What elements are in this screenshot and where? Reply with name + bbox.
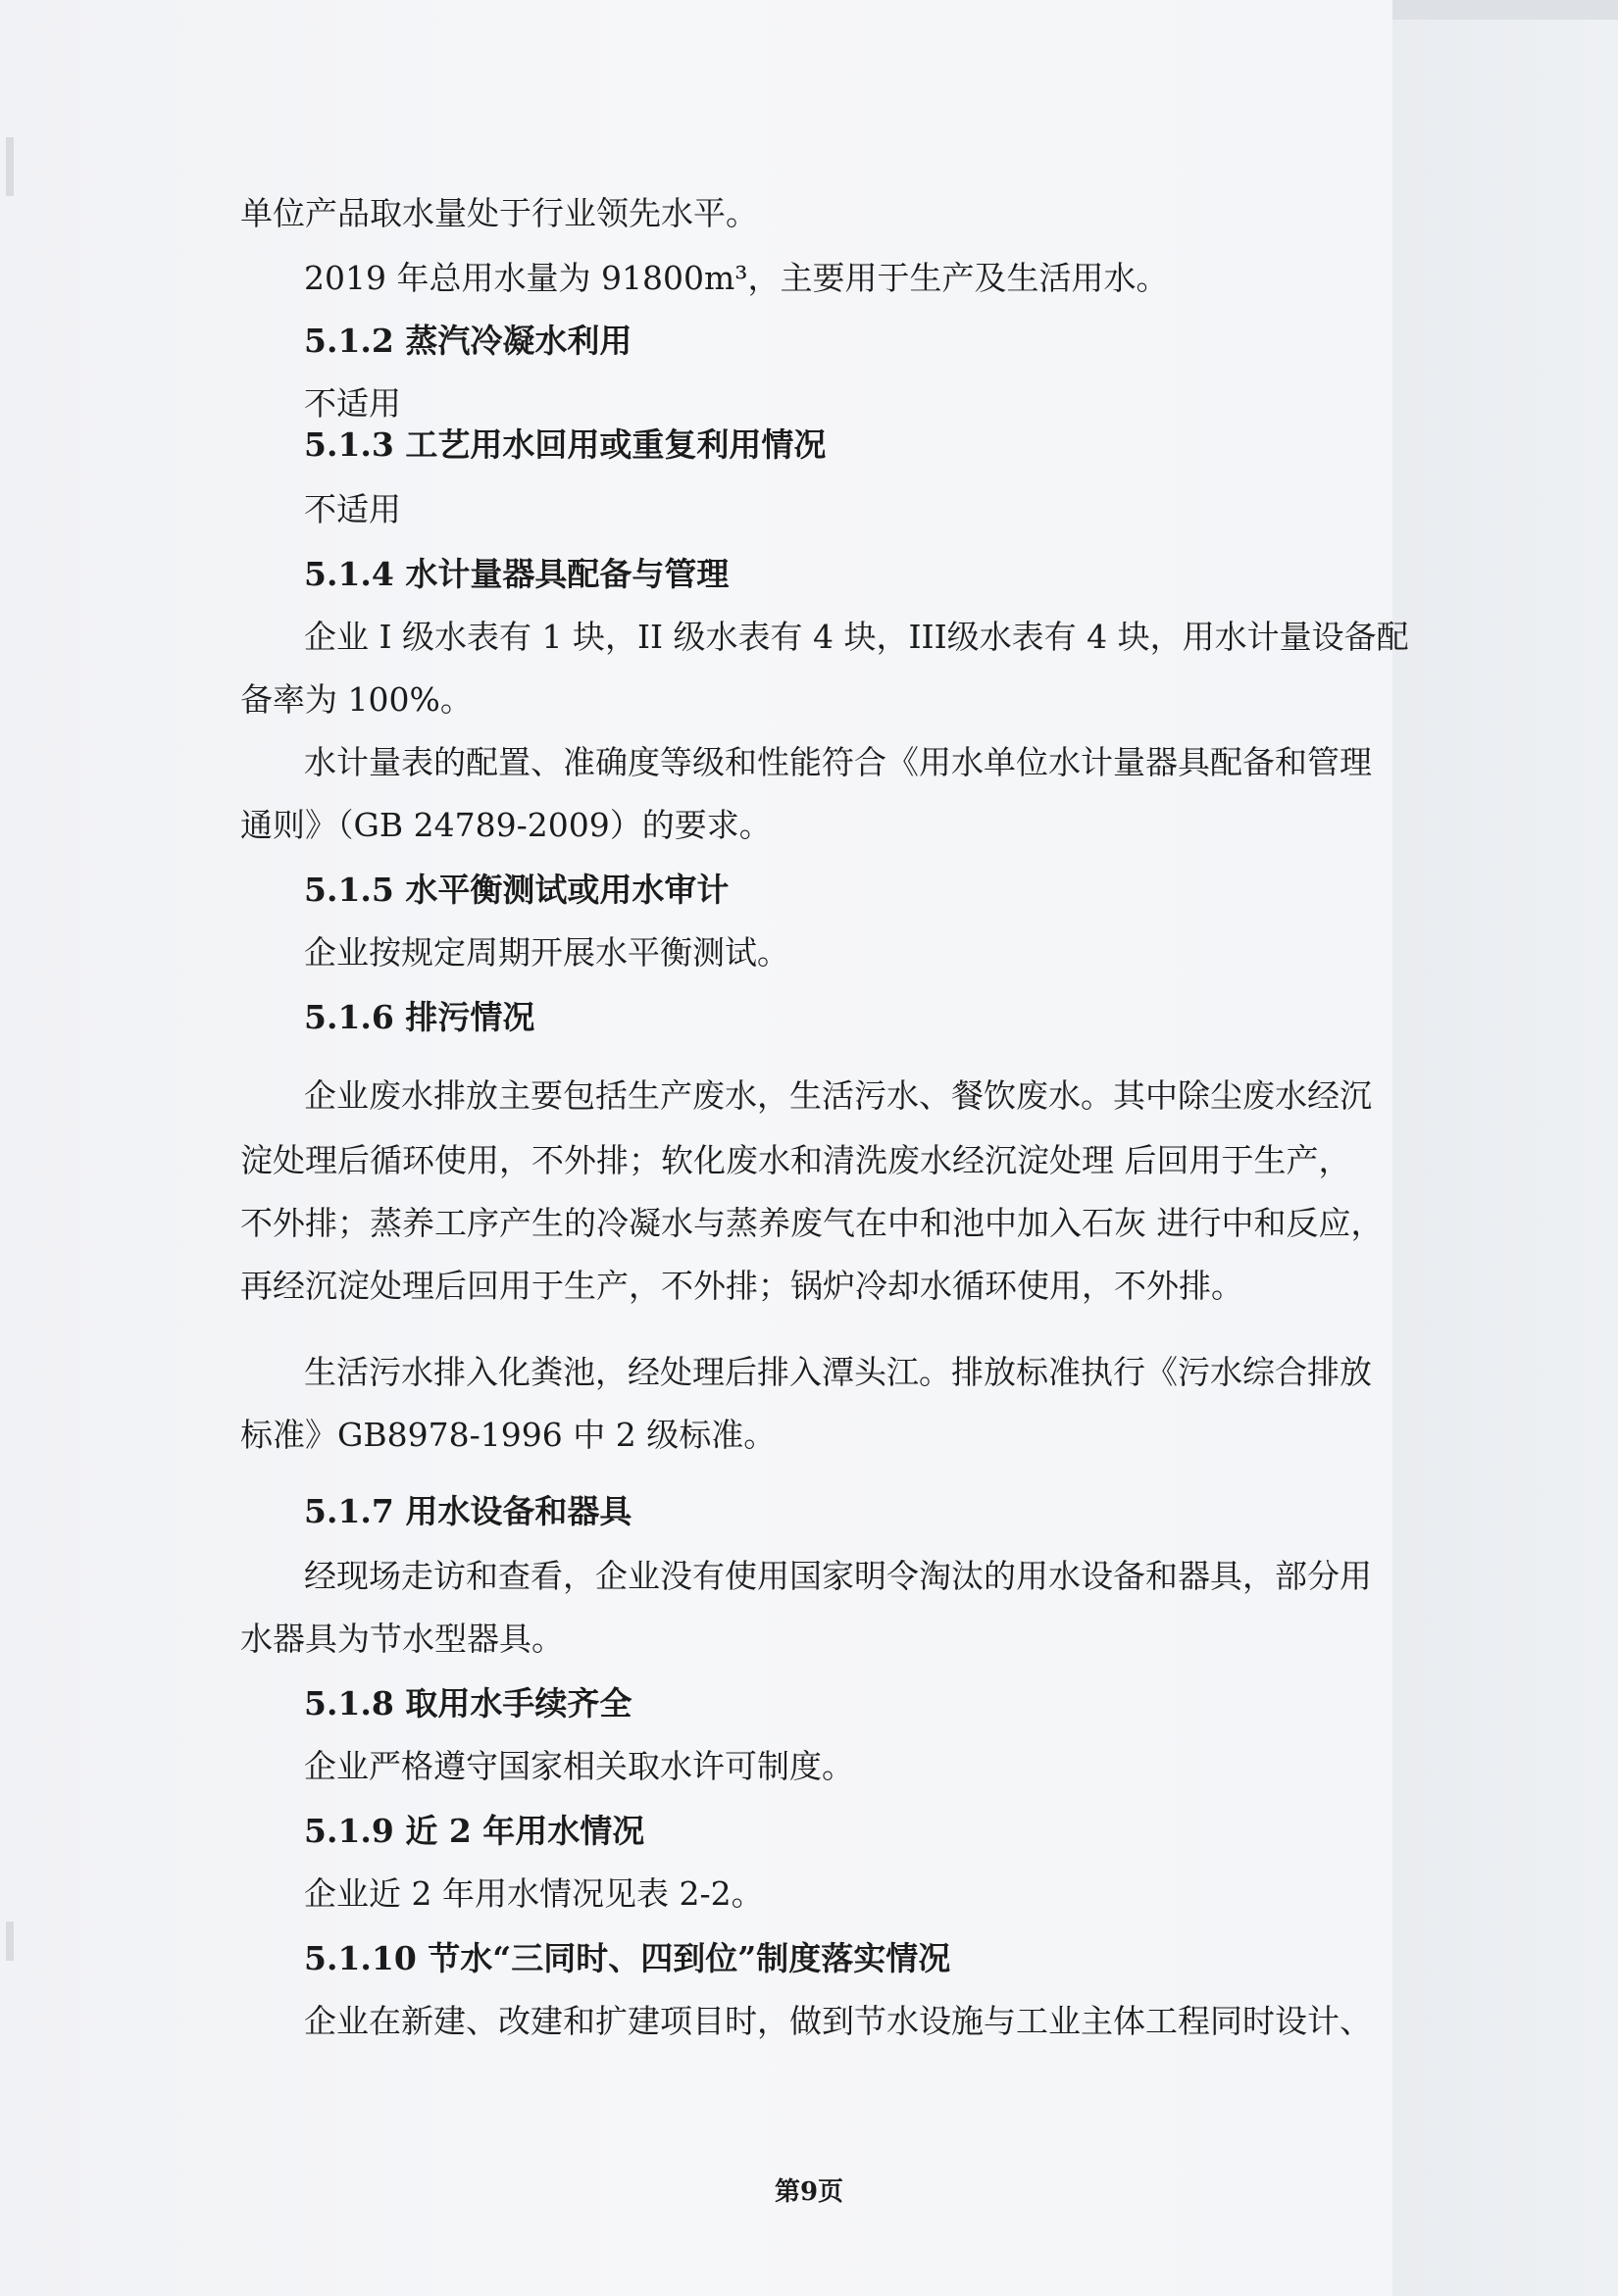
body-text: 生活污水排入化粪池，经处理后排入潭头江。排放标准执行《污水综合排放 <box>304 1353 1372 1391</box>
body-text: 经现场走访和查看，企业没有使用国家明令淘汰的用水设备和器具，部分用 <box>304 1557 1372 1595</box>
body-text: 2019 年总用水量为 91800m³，主要用于生产及生活用水。 <box>304 259 1169 297</box>
section-heading: 5.1.6 排污情况 <box>304 998 535 1036</box>
body-text: 水器具为节水型器具。 <box>240 1620 564 1658</box>
scan-top-edge <box>1392 0 1618 20</box>
body-text: 淀处理后循环使用，不外排；软化废水和清洗废水经沉淀处理 后回用于生产， <box>240 1141 1351 1179</box>
body-text: 不适用 <box>304 490 401 528</box>
section-heading: 5.1.10 节水“三同时、四到位”制度落实情况 <box>304 1939 951 1977</box>
section-heading: 5.1.3 工艺用水回用或重复利用情况 <box>304 425 827 464</box>
body-text: 不适用 <box>304 384 401 423</box>
scan-artifact <box>6 137 14 196</box>
body-text: 通则》（GB 24789-2009）的要求。 <box>240 806 772 844</box>
body-text: 企业近 2 年用水情况见表 2-2。 <box>304 1874 764 1913</box>
body-text: 企业在新建、改建和扩建项目时，做到节水设施与工业主体工程同时设计、 <box>304 2002 1372 2040</box>
body-text: 水计量表的配置、准确度等级和性能符合《用水单位水计量器具配备和管理 <box>304 743 1372 781</box>
body-text: 单位产品取水量处于行业领先水平。 <box>240 194 758 232</box>
section-heading: 5.1.8 取用水手续齐全 <box>304 1684 632 1722</box>
body-text: 企业严格遵守国家相关取水许可制度。 <box>304 1747 854 1785</box>
body-text: 不外排；蒸养工序产生的冷凝水与蒸养废气在中和池中加入石灰 进行中和反应， <box>240 1204 1384 1242</box>
body-text: 备率为 100%。 <box>240 680 473 719</box>
body-text: 企业 I 级水表有 1 块，II 级水表有 4 块，III级水表有 4 块，用水计量设备配 <box>304 618 1409 656</box>
body-text: 再经沉淀处理后回用于生产，不外排；锅炉冷却水循环使用，不外排。 <box>240 1267 1243 1305</box>
body-text: 企业废水排放主要包括生产废水，生活污水、餐饮废水。其中除尘废水经沉 <box>304 1076 1372 1115</box>
scan-right-edge <box>1392 0 1618 2296</box>
section-heading: 5.1.4 水计量器具配备与管理 <box>304 555 730 593</box>
section-heading: 5.1.2 蒸汽冷凝水利用 <box>304 322 632 360</box>
section-heading: 5.1.5 水平衡测试或用水审计 <box>304 871 730 909</box>
section-heading: 5.1.9 近 2 年用水情况 <box>304 1812 645 1850</box>
body-text: 企业按规定周期开展水平衡测试。 <box>304 933 789 972</box>
scan-artifact <box>6 1922 14 1961</box>
body-text: 标准》GB8978-1996 中 2 级标准。 <box>240 1416 777 1454</box>
page-number: 第9页 <box>774 2177 844 2207</box>
section-heading: 5.1.7 用水设备和器具 <box>304 1492 632 1530</box>
